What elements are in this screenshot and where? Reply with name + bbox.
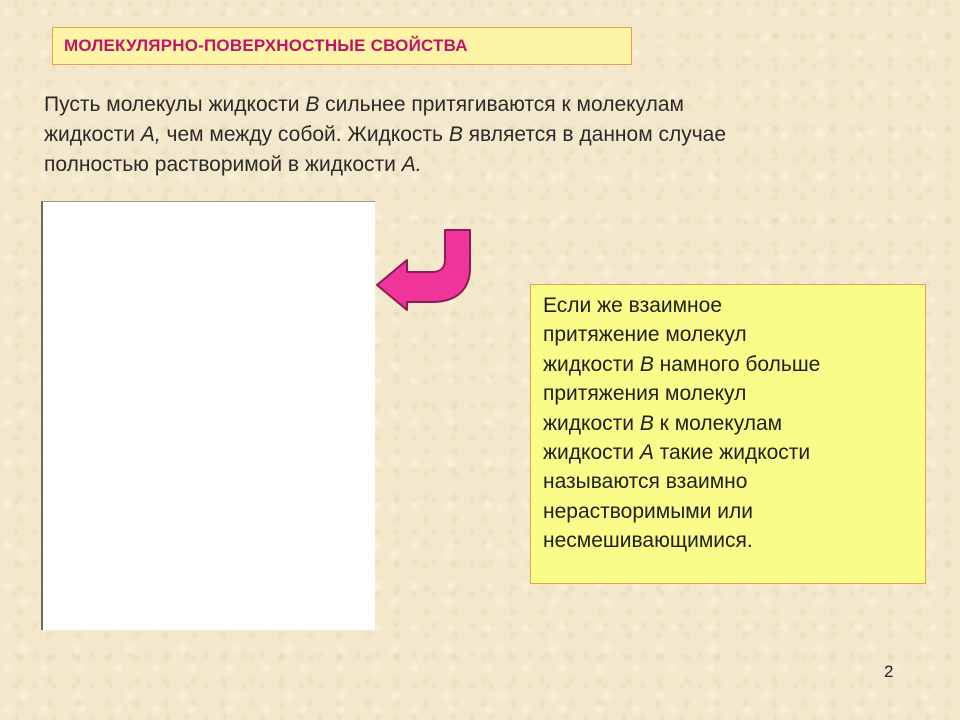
liquid-b-label: B — [305, 93, 320, 116]
callout-line: Если же взаимное — [543, 294, 723, 317]
callout-text: жидкости — [543, 441, 640, 465]
diagram-panel — [41, 201, 375, 630]
callout-line — [543, 350, 913, 379]
liquid-a-label: А — [639, 441, 654, 465]
callout-text: намного больше — [653, 352, 821, 376]
slide-title: МОЛЕКУЛЯРНО-ПОВЕРХНОСТНЫЕ СВОЙСТВА — [52, 27, 632, 65]
liquid-b-label: В — [639, 411, 654, 435]
callout-box — [530, 284, 926, 584]
liquid-a-label: А, — [140, 123, 161, 146]
intro-text: Пусть молекулы жидкости — [44, 93, 306, 116]
callout-line: притяжение молекул — [543, 323, 747, 347]
callout-text: жидкости — [543, 411, 640, 435]
intro-text: жидкости — [44, 123, 141, 146]
callout-line — [543, 438, 913, 467]
page-number: 2 — [884, 662, 894, 681]
intro-line-2 — [44, 120, 924, 150]
liquid-b-label: В — [448, 123, 463, 146]
callout-line: нерастворимыми или — [543, 499, 754, 523]
intro-text: является в данном случае — [462, 123, 727, 146]
callout-text: к молекулам — [653, 411, 783, 435]
callout-line: несмешивающимися. — [543, 529, 753, 553]
intro-line-1 — [44, 90, 924, 120]
callout-text: такие жидкости — [653, 441, 811, 465]
intro-line-3 — [44, 150, 924, 180]
intro-text: чем между собой. Жидкость — [160, 123, 449, 146]
callout-text: жидкости — [543, 352, 640, 376]
curved-arrow-left-icon — [374, 226, 474, 312]
liquid-b-label: В — [639, 352, 654, 376]
liquid-a-label: А. — [401, 153, 422, 176]
intro-paragraph — [44, 90, 924, 180]
intro-text: полностью растворимой в жидкости — [44, 153, 402, 176]
callout-line — [543, 409, 913, 438]
intro-text: сильнее притягиваются к молекулам — [319, 93, 684, 116]
callout-line: притяжения молекул — [543, 382, 747, 406]
callout-line: называются взаимно — [543, 470, 748, 494]
